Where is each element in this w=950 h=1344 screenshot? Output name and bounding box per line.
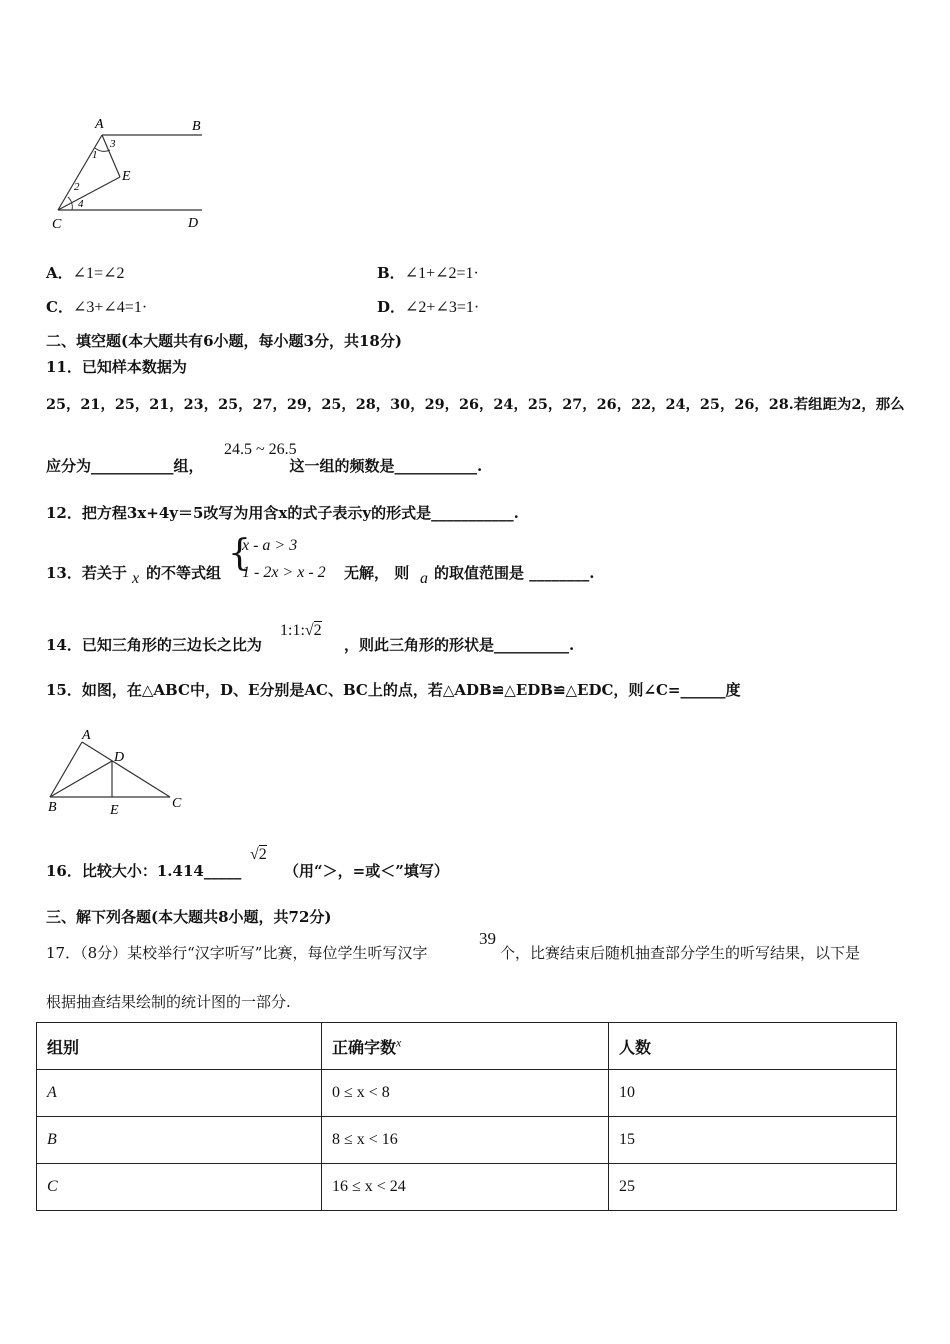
cell-count: 25 [609,1164,897,1211]
q16-blank: _____ [203,862,242,880]
q14-prefix: 14．已知三角形的三边长之比为 [46,636,262,654]
system-brace: { [228,533,251,574]
option-c: C．∠3+∠4=1· [46,298,148,316]
cell-group: C [37,1164,322,1211]
label-d: D [188,216,199,231]
label-d: D [114,750,125,765]
cell-group: B [37,1117,322,1164]
q16-prefix: 16．比较大小：1.414_____ [46,862,242,880]
q13-prefix: 13．若关于 [46,564,127,582]
angle-3: 3 [110,138,116,150]
angle-1: 1 [92,149,98,161]
q11-blank1: ___________ [91,457,174,475]
option-a: A．∠1=∠2 [46,264,125,282]
q11-line1: 11．已知样本数据为 [46,358,187,376]
q13-ineq1: x - a > 3 [242,537,298,554]
q14-ratio: 1:1:√2 [280,622,322,639]
q13-ineq2: 1 - 2x > x - 2 [242,564,326,581]
table-row [37,1070,897,1117]
q13-blank: ________ [529,564,590,582]
q17-line1: 17．（8分）某校举行“汉字听写”比赛，每位学生听写汉字 [46,944,428,962]
side-ac [82,742,170,797]
header-correct: 正确字数$^x$ [322,1023,609,1070]
label-e: E [122,169,131,184]
section-3-title: 三、解下列各题(本大题共8小题，共72分) [46,908,332,926]
angle-2: 2 [74,181,80,193]
cell-group: A [37,1070,322,1117]
segment-bd [50,761,112,797]
q13-tail: 的取值范围是 ________. [434,564,595,582]
label-b: B [192,119,201,134]
figure-triangle [40,725,200,820]
label-a: A [82,728,91,743]
label-a: A [95,117,104,132]
header-group: 组别 [37,1023,322,1070]
option-d: D．∠2+∠3=1· [377,298,480,316]
score-table [36,1022,897,1211]
table-row [37,1164,897,1211]
option-b: B．∠1+∠2=1· [377,264,479,282]
cell-range: 0 ≤ x < 8 [322,1070,609,1117]
q17-count: 39 [479,929,496,948]
q12-blank: ___________ [431,504,514,522]
figure-parallel-lines [40,110,220,240]
q13-var-x: x [132,570,140,587]
angle-4: 4 [78,198,84,210]
q13-mid: 的不等式组 [146,564,222,582]
cell-count: 10 [609,1070,897,1117]
side-ab [50,742,82,797]
table-header-row [37,1023,897,1070]
q11-data: 25，21，25，21，23，25，27，29，25，28，30，29，26，24，25，27，26，22，24，25，26，28.若组距为2，那么 [46,396,905,413]
q15-blank: ______ [680,681,726,699]
q17-line2: 根据抽查结果绘制的统计图的一部分. [46,993,291,1011]
header-count: 人数 [609,1023,897,1070]
label-c: C [172,796,182,811]
q11-blank2: ___________ [394,457,478,475]
cell-range: 8 ≤ x < 16 [322,1117,609,1164]
cell-range: 16 ≤ x < 24 [322,1164,609,1211]
q11-range: 24.5 ~ 26.5 [224,441,297,458]
q15: 15．如图，在△ABC中，D、E分别是AC、BC上的点，若△ADB≌△EDB≌△EDC，则∠C=______度 [46,681,741,699]
label-c: C [52,217,62,232]
q14-blank: __________ [494,636,570,654]
table-row [37,1117,897,1164]
q13-var-a: a [420,570,428,587]
q16-suffix: （用“＞，=或＜”填写） [284,862,449,880]
q17-line1-after: 个，比赛结束后随机抽查部分学生的听写结果，以下是 [500,944,861,962]
q16-sqrt: √2 [250,846,267,863]
q11-line3: 应分为___________组， 这一组的频数是___________. [46,457,483,475]
q12: 12．把方程3x+4y＝5改写为用含x的式子表示y的形式是___________. [46,504,519,522]
q14-suffix: ，则此三角形的形状是__________. [344,636,575,654]
label-b: B [48,800,57,815]
cell-count: 15 [609,1117,897,1164]
label-e: E [110,803,119,818]
section-2-title: 二、填空题(本大题共有6小题，每小题3分，共18分) [46,332,402,350]
q13-after: 无解， 则 [344,564,410,582]
